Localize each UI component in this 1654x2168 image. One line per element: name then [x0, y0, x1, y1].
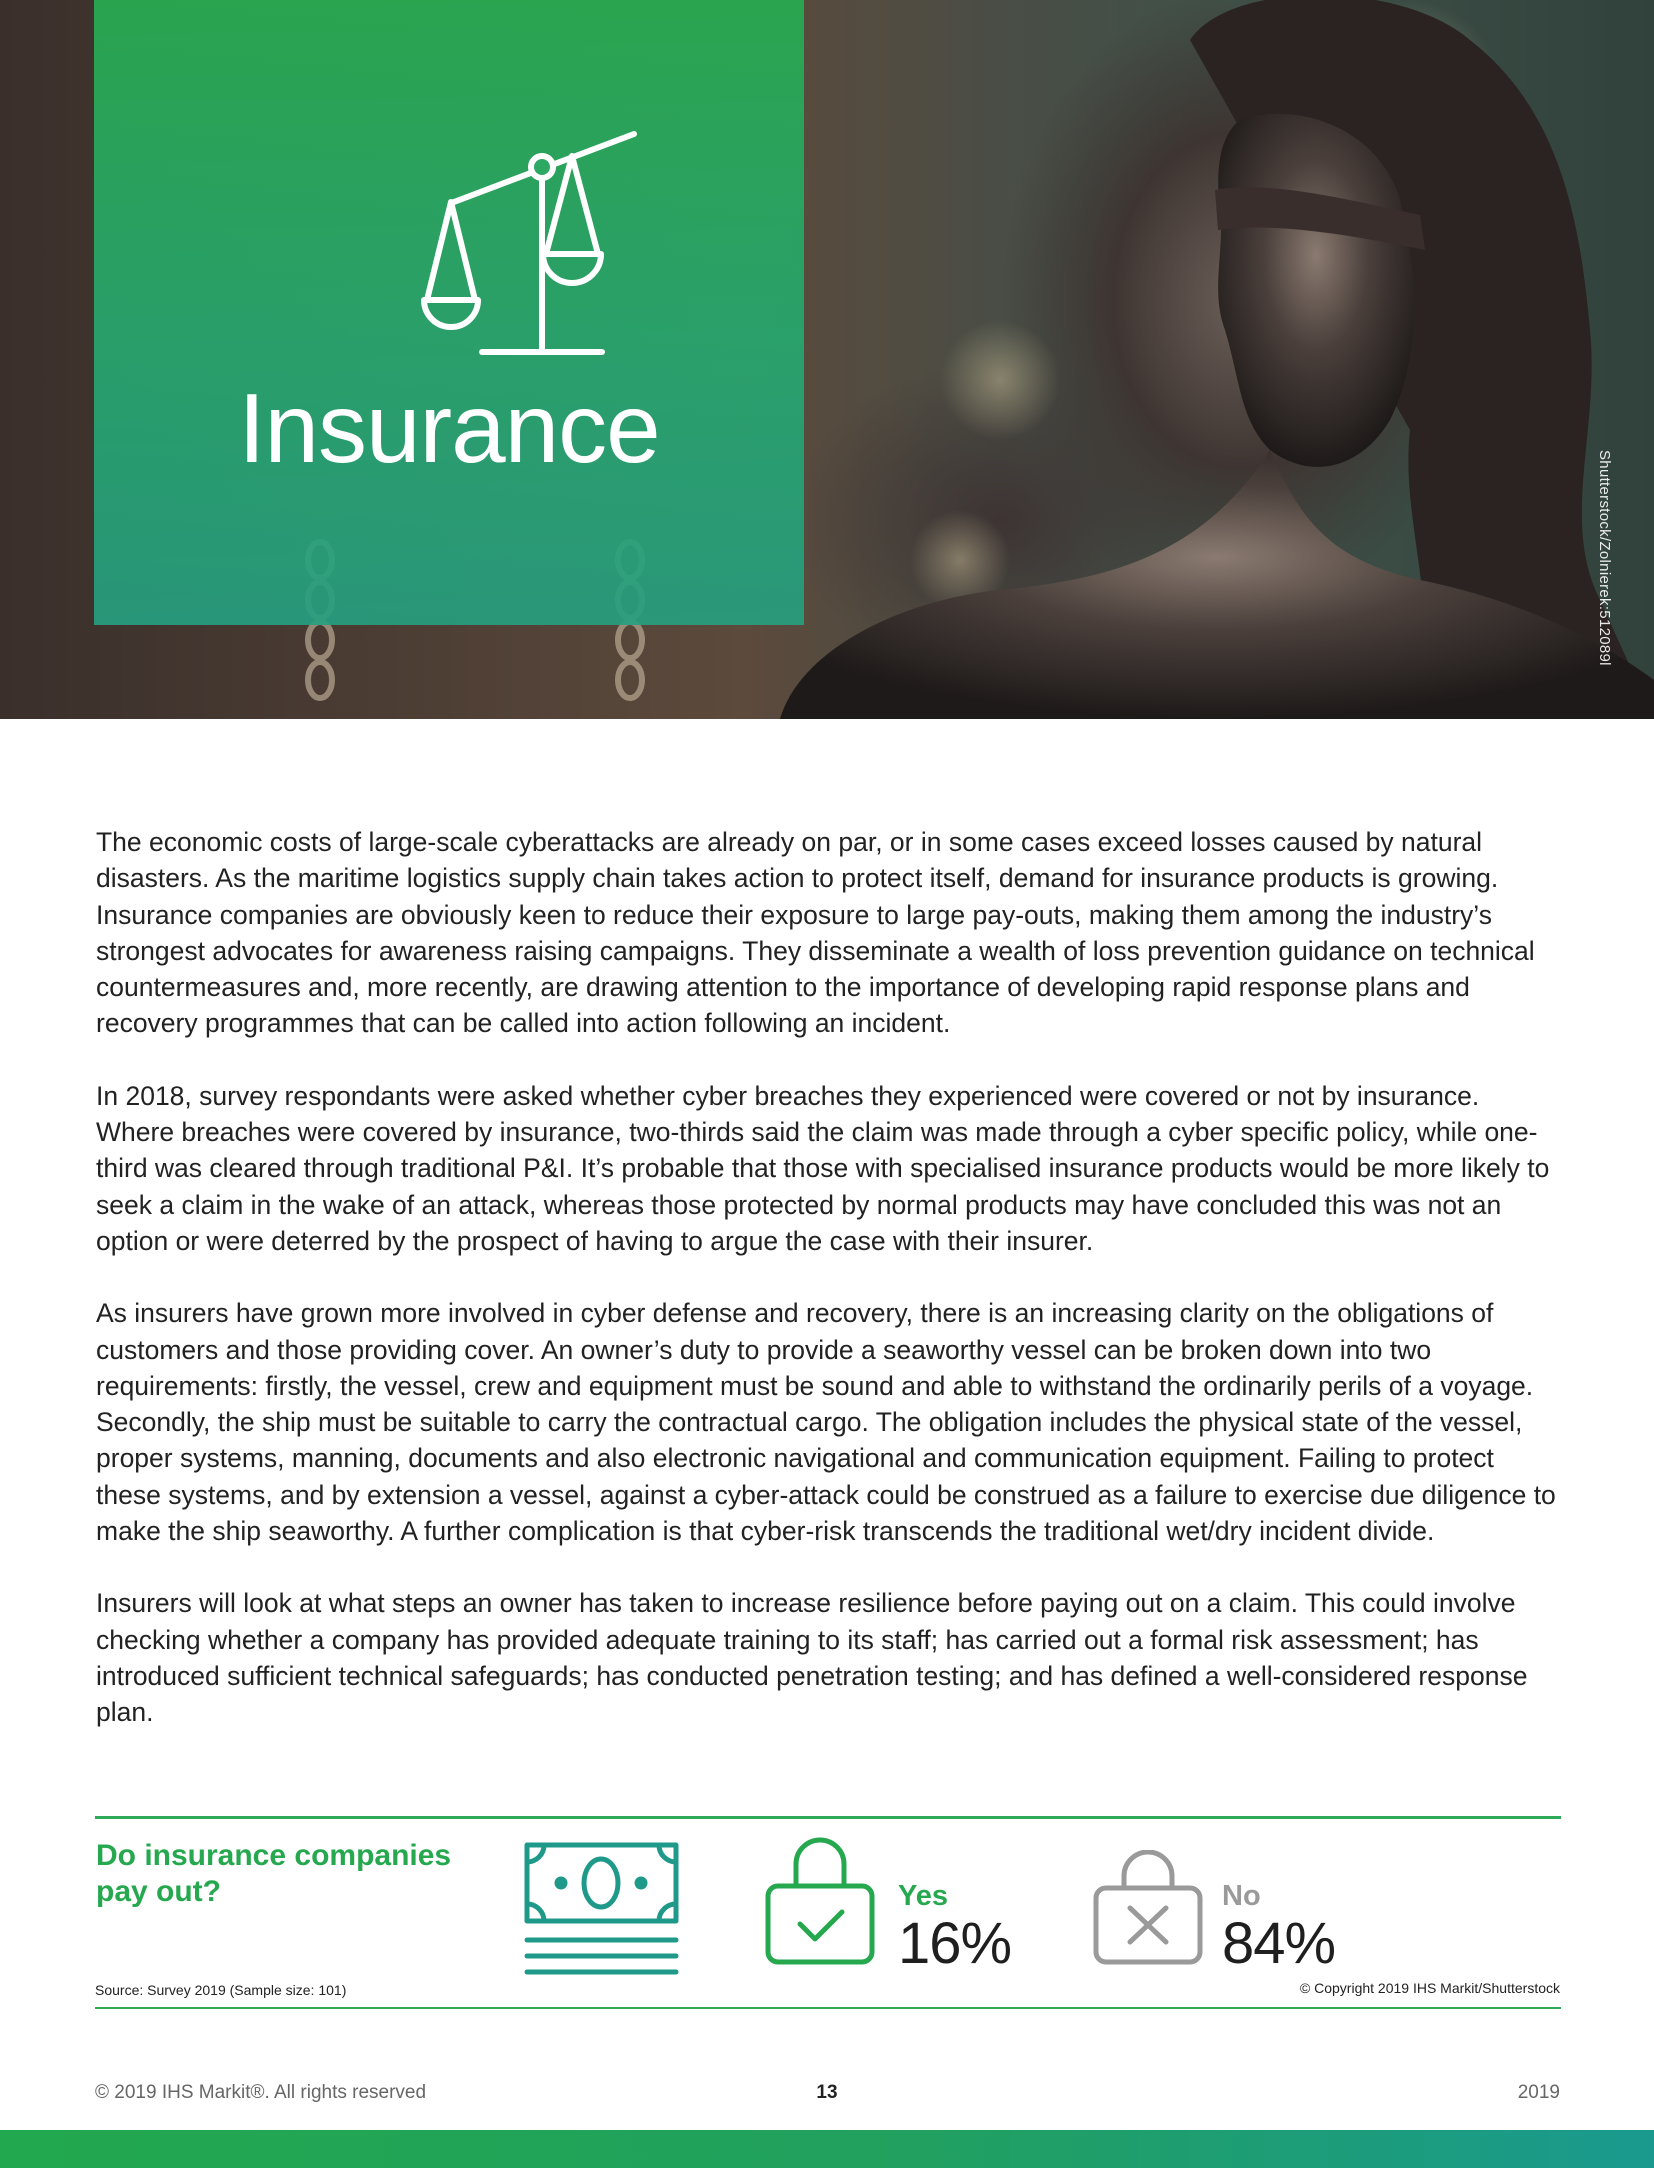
money-bill-icon — [524, 1842, 679, 1977]
footer-year: 2019 — [1517, 2082, 1560, 2103]
page-number: 13 — [816, 2082, 838, 2103]
paragraph: Insurers will look at what steps an owner has taken to increase resilience before paying out on a claim. This could involve checking whether a company has provided adequate training to its staff; has carried out a formal risk assessment; has introduced sufficient technical safeguards; has conducted penetration testing; and has defined a well-considered response plan. — [96, 1588, 1528, 1728]
article-body — [96, 824, 1562, 1767]
padlock-cross-icon — [1092, 1850, 1204, 1966]
padlock-check-icon — [764, 1836, 876, 1966]
photo-credit: Shutterstock/Zolnierek:512089l — [1596, 450, 1613, 666]
paragraph: The economic costs of large-scale cyberattacks are already on par, or in some cases exceed losses caused by natural disasters. As the maritime logistics supply chain takes action to protect itself, demand for insurance products is growing. Insurance companies are obviously keen to reduce their exposure to large pay-outs, making them among the industry’s strongest advocates for awareness raising campaigns. They disseminate a wealth of loss prevention guidance on technical countermeasures and, more recently, are drawing attention to the importance of developing rapid response plans and recovery programmes that can be called into action following an incident. — [96, 827, 1535, 1039]
paragraph: As insurers have grown more involved in cyber defense and recovery, there is an increasing clarity on the obligations of customers and those providing cover. An owner’s duty to provide a seaworthy vessel can be broken down into two requirements: firstly, the vessel, crew and equipment must be sound and able to withstand the ordinarily perils of a voyage. Secondly, the ship must be suitable to carry the contractual cargo. The obligation includes the physical state of the vessel, proper systems, manning, documents and also electronic navigational and communication equipment. Failing to protect these systems, and by extension a vessel, against a cyber-attack could be construed as a failure to exercise due diligence to make the ship seaworthy. A further complication is that cyber-risk transcends the traditional wet/dry incident divide. — [96, 1298, 1556, 1547]
infographic-top-rule — [95, 1816, 1561, 1819]
no-label: No — [1222, 1880, 1261, 1912]
footer-color-bar — [0, 2130, 1654, 2168]
infographic-bottom-rule — [95, 2007, 1561, 2009]
source-note: Source: Survey 2019 (Sample size: 101) — [95, 1982, 347, 1998]
scales-of-justice-icon — [324, 120, 664, 370]
title-panel — [94, 0, 804, 625]
page-title: Insurance — [238, 373, 660, 483]
yes-label: Yes — [898, 1880, 948, 1912]
no-percentage: 84% — [1222, 1911, 1336, 1976]
infographic-copyright: © Copyright 2019 IHS Markit/Shutterstock — [1299, 1980, 1560, 1996]
paragraph: In 2018, survey respondants were asked whether cyber breaches they experienced were covered or not by insurance. Where breaches were covered by insurance, two-thirds said the claim was made through a cyber specific policy, while one-third was cleared through traditional P&I. It’s probable that those with specialised insurance products would be more likely to seek a claim in the wake of an attack, whereas those protected by normal products may have concluded this was not an option or were deterred by the prospect of having to argue the case with their insurer. — [96, 1080, 1550, 1256]
infographic-question: Do insurance companies pay out? — [96, 1839, 452, 1908]
hero-banner — [0, 0, 1654, 719]
footer-copyright: © 2019 IHS Markit®. All rights reserved — [95, 2082, 427, 2103]
yes-percentage: 16% — [898, 1911, 1012, 1976]
